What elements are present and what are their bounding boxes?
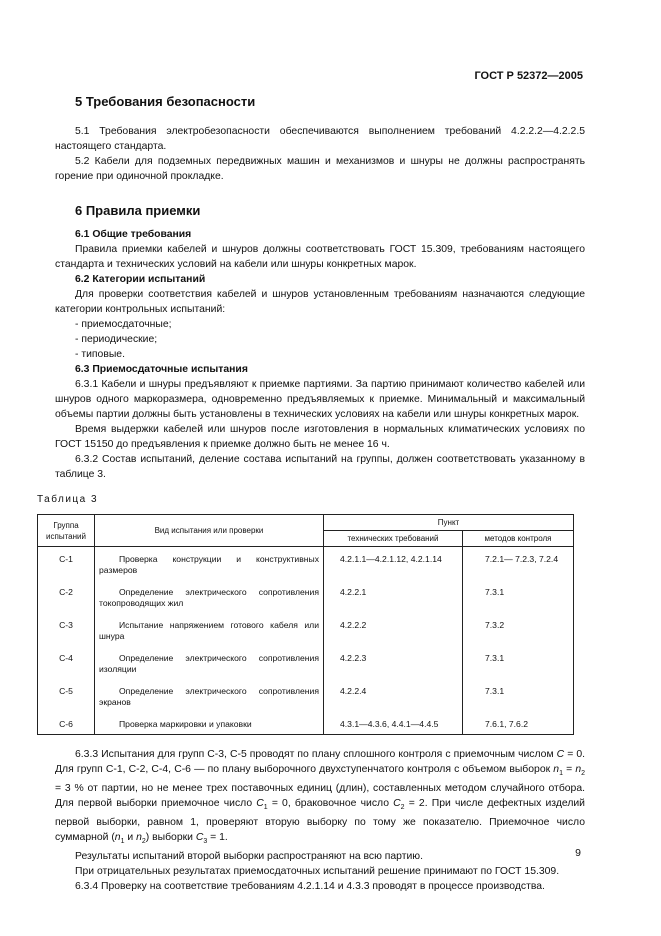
table-cell-kind: Определение электрического сопротивления экранов [95,679,324,712]
table-cell-requirements: 4.2.2.4 [324,679,463,712]
paragraph-6-2: Для проверки соответствия кабелей и шнуров установленным требованиям назначаются следующие категории контрольных испытаний: [55,289,585,315]
paragraph-negative-results: При отрицательных результатах приемосдаточных испытаний решение принимают по ГОСТ 15.309. [75,866,560,878]
table-3 [37,514,574,735]
paragraph-6-3-1: 6.3.1 Кабели и шнуры предъявляют к приемке партиями. За партию принимают количество кабелей или шнуров одного маркоразмера, одновременно предъявляемых к приемке. Минимальный и максимальный объемы партии должны быть установлены в технических условиях на кабели или шнуры конкретных марок. [55,379,585,420]
table-cell-requirements: 4.3.1—4.3.6, 4.4.1—4.4.5 [324,712,463,735]
section-6-title: 6 Правила приемки [75,203,201,218]
table-cell-requirements: 4.2.2.2 [324,613,463,646]
table-cell-kind: Проверка конструкции и конструктивных размеров [95,547,324,581]
list-item: - типовые. [75,349,125,360]
paragraph-results: Результаты испытаний второй выборки распространяют на всю партию. [75,851,423,863]
section-5-title: 5 Требования безопасности [75,94,256,109]
table-cell-methods: 7.3.1 [463,580,574,613]
table-cell-kind: Определение электрического сопротивления токопроводящих жил [95,580,324,613]
table-cell-methods: 7.3.1 [463,679,574,712]
table-row [38,547,574,581]
paragraph-6-1: Правила приемки кабелей и шнуров должны соответствовать ГОСТ 15.309, требованиям настоящего стандарта и технических условий на кабели или шнуры конкретных марок. [55,244,585,270]
table-cell-group: С-4 [38,646,95,679]
paragraph-6-3-3: 6.3.3 Испытания для групп С-3, С-5 проводят по плану сплошного контроля с приемочным числом С = 0. Для групп С-1, С-2, С-4, С-6 — по плану выборочного двухступенчатого контроля с объемом выборок $n_1 = n_2 = 3$ % от партии, но не менее трех поставочных единиц (длин), составленных методом случайного отбора. Для первой выборки приемочное число $С_1 = 0$, браковочное число $С_2 = 2$. При числе дефектных изделий первой выборки, равном 1, проверяют вторую выборку по тому же показателю. Приемочное число суммарной ($n_1$ и $n_2$) выборки $С_3 = 1$. [55,749,585,846]
table-cell-kind: Проверка маркировки и упаковки [95,712,324,735]
table-cell-group: С-3 [38,613,95,646]
table-cell-requirements: 4.2.2.1 [324,580,463,613]
table-cell-kind: Испытание напряжением готового кабеля или шнура [95,613,324,646]
table-cell-methods: 7.3.2 [463,613,574,646]
table-row [38,679,574,712]
table-cell-requirements: 4.2.1.1—4.2.1.12, 4.2.1.14 [324,547,463,581]
paragraph-6-3-1b: Время выдержки кабелей или шнуров после изготовления в нормальных климатических условиях по ГОСТ 15150 до предъявления к приемке должно быть не менее 16 ч. [55,424,585,450]
table-cell-group: С-5 [38,679,95,712]
table-row [38,646,574,679]
table-row [38,613,574,646]
table-cell-methods: 7.6.1, 7.6.2 [463,712,574,735]
subsection-6-2-title: 6.2 Категории испытаний [75,274,206,285]
page-number: 9 [575,847,581,859]
table-cell-methods: 7.2.1— 7.2.3, 7.2.4 [463,547,574,581]
table-row [38,580,574,613]
table-cell-requirements: 4.2.2.3 [324,646,463,679]
subsection-6-3-title: 6.3 Приемосдаточные испытания [75,364,248,375]
table-cell-group: С-6 [38,712,95,735]
paragraph-5-1: 5.1 Требования электробезопасности обеспечиваются выполнением требований 4.2.2.2—4.2.2.5 настоящего стандарта. [55,126,585,152]
table-header-group: Группа испытаний [38,515,95,547]
paragraph-5-2: 5.2 Кабели для подземных передвижных машин и механизмов и шнуры не должны распространять горение при одиночной прокладке. [55,156,585,182]
table-header-point: Пункт [324,515,574,531]
list-item: - периодические; [75,334,158,345]
paragraph-6-3-2: 6.3.2 Состав испытаний, деление состава испытаний на группы, должен соответствовать указанному в таблице 3. [55,454,585,480]
table-cell-methods: 7.3.1 [463,646,574,679]
list-item: - приемосдаточные; [75,319,172,330]
table-header-kind: Вид испытания или проверки [95,515,324,547]
table-header-requirements: технических требований [324,531,463,547]
subsection-6-1-title: 6.1 Общие требования [75,229,192,240]
document-id: ГОСТ Р 52372—2005 [474,70,583,82]
table-cell-group: С-2 [38,580,95,613]
table-label: Таблица 3 [37,494,99,505]
table-cell-kind: Определение электрического сопротивления изоляции [95,646,324,679]
paragraph-6-3-4: 6.3.4 Проверку на соответствие требованиям 4.2.1.14 и 4.3.3 проводят в процессе производства. [75,881,545,893]
table-header-methods: методов контроля [463,531,574,547]
table-row [38,712,574,735]
table-cell-group: С-1 [38,547,95,581]
page-content [37,94,585,894]
